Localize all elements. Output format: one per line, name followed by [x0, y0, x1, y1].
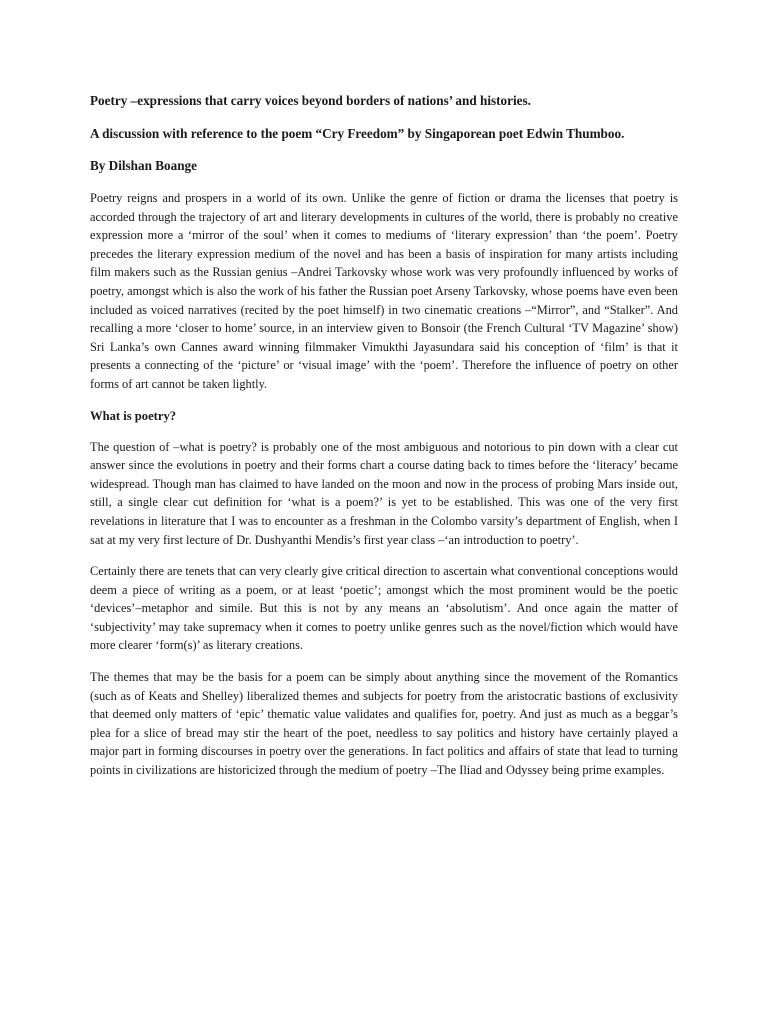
- body-paragraph-1: The question of –what is poetry? is probably one of the most ambiguous and notorious to pin down with a clear cut answer since the evolutions in poetry and their forms chart a course dating back to times before the ‘literacy’ became widespread. Though man has claimed to have landed on the moon and now in the process of probing Mars inside out, still, a single clear cut definition for ‘what is a poem?’ is yet to be established. This was one of the very first revelations in literature that I was to encounter as a freshman in the Colombo varsity’s department of English, when I sat at my very first lecture of Dr. Dushyanthi Mendis’s first year class –‘an introduction to poetry’.: [90, 439, 678, 547]
- body-paragraph-2: Certainly there are tenets that can very clearly give critical direction to ascertain what conventional conceptions would deem a piece of writing as a poem, or at least ‘poetic’; amongst which the most prominent would be the poetic ‘devices’–metaphor and simile. But this is not by any means an ‘absolutism’. And once again the matter of ‘subjectivity’ may take supremacy when it comes to poetry unlike genres such as the novel/fiction which would have more clearer ‘form(s)’ as literary creations.: [90, 564, 678, 653]
- body-paragraph-3: The themes that may be the basis for a poem can be simply about anything since the movement of the Romantics (such as of Keats and Shelley) liberalized themes and subjects for poetry from the aristocratic bastions of exclusivity that deemed only matters of ‘epic’ thematic value validates and qualifies for, poetry. And just as much as a beggar’s plea for a slice of bread may stir the heart of the poet, needless to say politics and history have certainly played a major part in forming discourses in poetry over the generations. In fact politics and affairs of state that lead to turning points in civilizations are historicized through the medium of poetry –The Iliad and Odyssey being prime examples.: [90, 670, 678, 778]
- document-subtitle: A discussion with reference to the poem “Cry Freedom” by Singaporean poet Edwin Thumboo.: [90, 126, 625, 141]
- document-title: Poetry –expressions that carry voices beyond borders of nations’ and histories.: [90, 93, 531, 108]
- author-byline: By Dilshan Boange: [90, 158, 197, 173]
- intro-paragraph: Poetry reigns and prospers in a world of its own. Unlike the genre of fiction or drama the licenses that poetry is accorded through the trajectory of art and literary developments in cultures of the world, there is probably no creative expression more a ‘mirror of the soul’ when it comes to mediums of ‘literary expression’ than ‘the poem’. Poetry precedes the literary expression medium of the novel and has been a basis of inspiration for many artists including film makers such as the Russian genius –Andrei Tarkovsky whose work was very profoundly influenced by works of poetry, amongst which is also the work of his father the Russian poet Arseny Tarkovsky, whose poems have even been included as voiced narratives (recited by the poet himself) in two cinematic creations –“Mirror”, and “Stalker”. And recalling a more ‘closer to home’ source, in an interview given to Bonsoir (the French Cultural ‘TV Magazine’ show) Sri Lanka’s own Cannes award winning filmmaker Vimukthi Jayasundara said his conception of ‘film’ is that it presents a connecting of the ‘picture’ or ‘visual image’ with the ‘poem’. Therefore the influence of poetry on other forms of art cannot be taken lightly.: [90, 191, 678, 391]
- section-heading: What is poetry?: [90, 408, 177, 423]
